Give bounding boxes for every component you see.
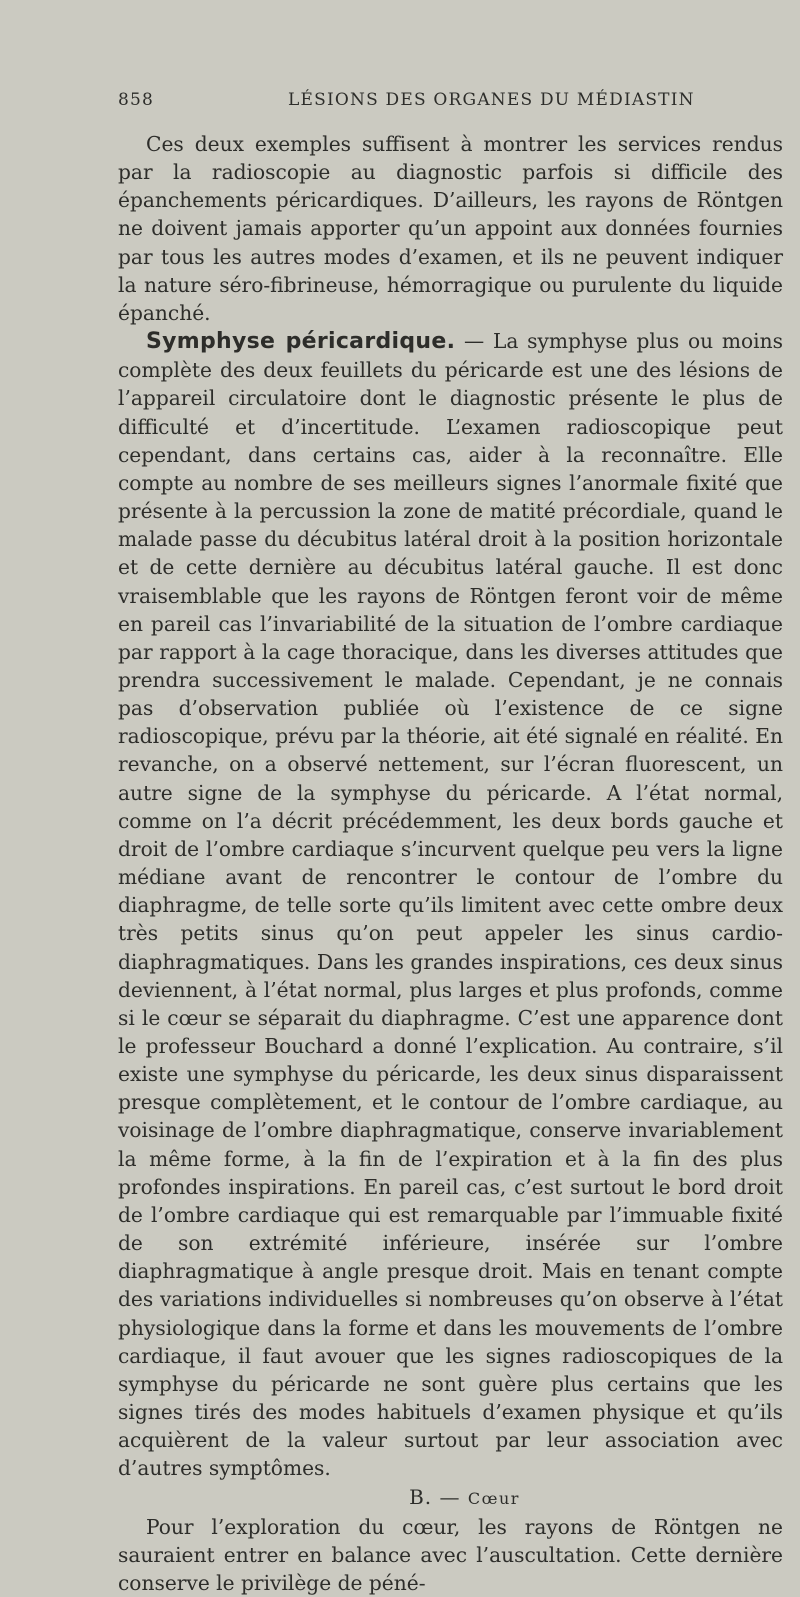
paragraph-2 bbox=[118, 327, 783, 1482]
subsection-letter: B. — bbox=[409, 1484, 468, 1509]
paragraph-1: Ces deux exemples suffisent à montrer les services rendus par la radioscopie au diagnostic parfois si difficile des épanchements péricardiques. D’ailleurs, les rayons de Röntgen ne doivent jamais apporter qu’un appoint aux données fournies par tous les autres modes d’examen, et ils ne peuvent indiquer la nature séro-fibrineuse, hémorragique ou purulente du liquide épanché. bbox=[118, 132, 783, 325]
section-heading: Symphyse péricardique. bbox=[146, 329, 456, 355]
page-number: 858 bbox=[118, 90, 155, 110]
paragraph-2-text: La symphyse plus ou moins complète des deux feuillets du péricarde est une des lésions de l’appareil circulatoire dont le diagnostic présente le plus de difficulté et d’incertitude. L’examen radioscopique peut cependant, dans certains cas, aider à la reconnaître. Elle compte au nombre de ses meilleurs signes l’anormale fixité que présente à la percussion la zone de matité précordiale, quand le malade passe du décubitus latéral droit à la position horizontale et de cette dernière au décubitus latéral gauche. Il est donc vraisemblable que les rayons de Röntgen feront voir de même en pareil cas l’invariabilité de la situation de l’ombre cardiaque par rapport à la cage thoracique, dans les diverses attitudes que prendra successivement le malade. Cependant, je ne connais pas d’observation publiée où l’existence de ce signe radioscopique, prévu par la théorie, ait été signalé en réalité. En revanche, on a observé nettement, sur l’écran fluorescent, un autre signe de la symphyse du péricarde. A l’état normal, comme on l’a décrit précédemment, les deux bords gauche et droit de l’ombre cardiaque s’incurvent quelque peu vers la ligne médiane avant de rencontrer le contour de l’ombre du diaphragme, de telle sorte qu’ils limitent avec cette ombre deux très petits sinus qu’on peut appeler les sinus cardio-diaphragmatiques. Dans les grandes inspirations, ces deux sinus deviennent, à l’état normal, plus larges et plus profonds, comme si le cœur se séparait du diaphragme. C’est une apparence dont le professeur Bouchard a donné l’explication. Au contraire, s’il existe une symphyse du péricarde, les deux sinus disparaissent presque complètement, et le contour de l’ombre cardiaque, au voisinage de l’ombre diaphragmatique, conserve invariablement la même forme, à la fin de l’expiration et à la fin des plus profondes inspirations. En pareil cas, c’est surtout le bord droit de l’ombre cardiaque qui est remarquable par l’immuable fixité de son extrémité inférieure, insérée sur l’ombre diaphragmatique à angle presque droit. Mais en tenant compte des variations individuelles si nombreuses qu’on observe à l’état physiologique dans la forme et dans les mouvements de l’ombre cardiaque, il faut avouer que les signes radioscopiques de la symphyse du péricarde ne sont guère plus certains que les signes tirés des modes habituels d’examen physique et qu’ils acquièrent de la valeur surtout par leur association avec d’autres symptômes. bbox=[118, 329, 783, 1481]
subsection-title: Cœur bbox=[467, 1488, 520, 1508]
page-body bbox=[118, 130, 783, 1597]
running-title: LÉSIONS DES ORGANES DU MÉDIASTIN bbox=[288, 90, 695, 110]
heading-dash: — bbox=[455, 329, 493, 354]
running-header bbox=[118, 90, 780, 120]
subsection-heading bbox=[118, 1483, 783, 1513]
paragraph-3: Pour l’exploration du cœur, les rayons de Röntgen ne sauraient entrer en balance avec l’auscultation. Cette dernière conserve le privilège de péné- bbox=[118, 1514, 783, 1595]
